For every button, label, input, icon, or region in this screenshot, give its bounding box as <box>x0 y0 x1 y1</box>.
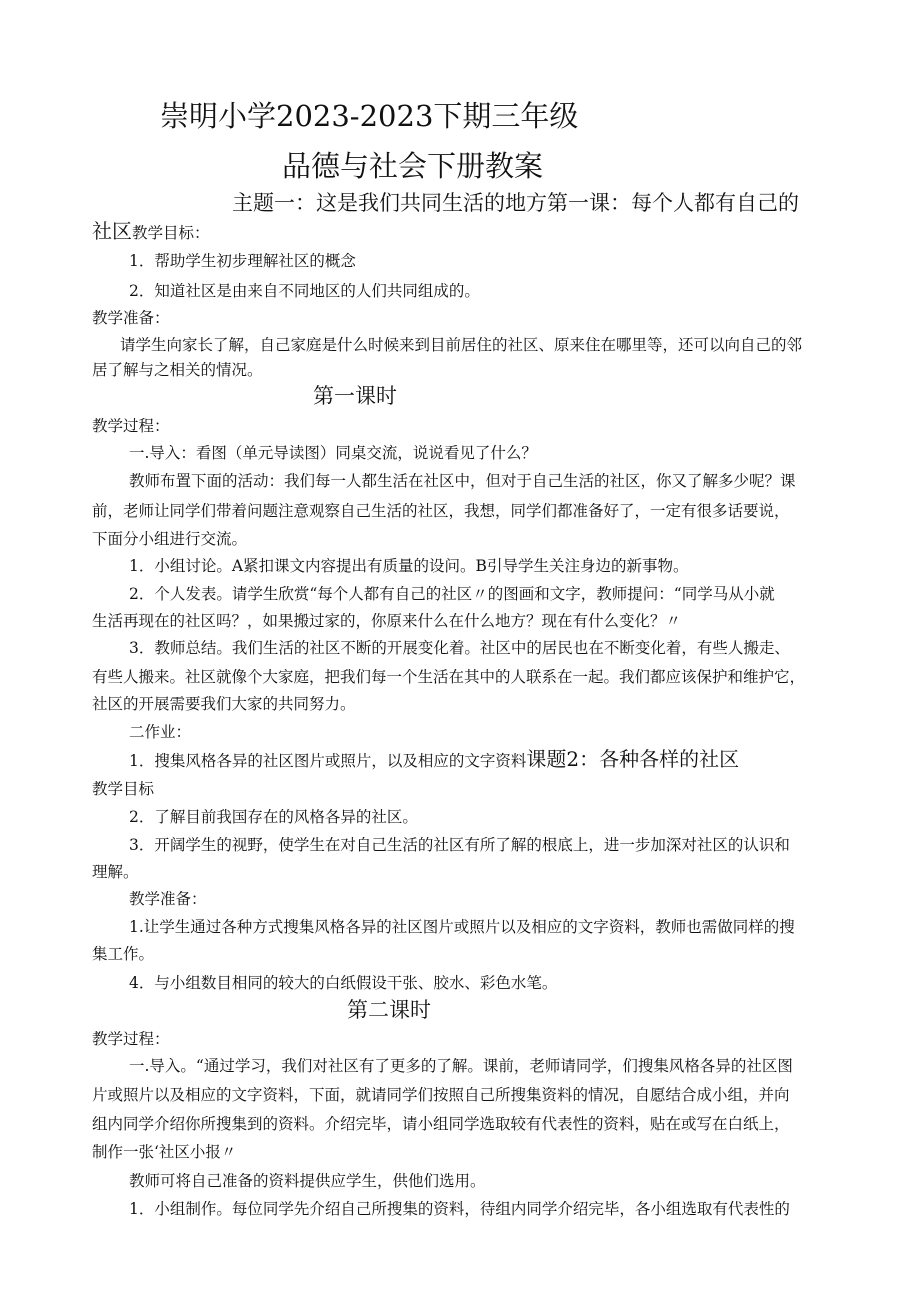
goal-1: 1．帮助学生初步理解社区的概念 <box>129 252 356 270</box>
section-1-item-3-line1: 3．教师总结。我们生活的社区不断的开展变化着。社区中的居民也在不断变化着，有些人搬走、 <box>129 639 790 657</box>
prep-2-item-2: 4．与小组数目相同的较大的白纸假设干张、胶水、彩色水笔。 <box>129 974 558 992</box>
section-1-item-3-line3: 社区的开展需要我们大家的共同努力。 <box>92 695 356 713</box>
lesson-2-para-line5: 教师可将自己准备的资料提供应学生，供他们选用。 <box>129 1172 486 1190</box>
section-1-item-2-line1: 2．个人发表。请学生欣赏“每个人都有自己的社区〃的图画和文字，教师提问：“同学马从小就 <box>129 585 775 603</box>
section-1-item-2-line2: 生活再现在的社区吗？，如果搬过家的，你原来什么在什么地方？现在有什么变化？〃 <box>92 612 682 630</box>
section-1-item-3-line2: 有些人搬来。社区就像个大家庭，把我们每一个生活在其中的人联系在一起。我们都应该保护和维护它， <box>92 668 806 686</box>
theme-heading-cont <box>92 219 210 245</box>
goals-label: 教学目标： <box>132 224 210 242</box>
goal-2: 2．知道社区是由来自不同地区的人们共同组成的。 <box>129 282 480 300</box>
prep-2-item-1-line2: 集工作。 <box>92 945 155 963</box>
homework-item-1-text: 1．搜集风格各异的社区图片或照片，以及相应的文字资料 <box>129 752 527 770</box>
section-1-para-line2: 前，老师让同学们带着问题注意观察自己生活的社区，我想，同学们都准备好了，一定有很多话要说， <box>92 502 790 520</box>
section-1-para-line1: 教师布置下面的活动：我们每一人都生活在社区中，但对于自己生活的社区，你又了解多少呢？课 <box>129 472 796 490</box>
prep-paragraph-line1: 请学生向家长了解，自己家庭是什么时候来到目前居住的社区、原来住在哪里等，还可以向自己的邻 <box>120 336 803 354</box>
theme-heading-cont-text: 社区 <box>92 219 132 243</box>
prep-2-item-1-line1: 1.让学生通过各种方式搜集风格各异的社区图片或照片以及相应的文字资料，教师也需做同样的搜 <box>129 918 795 936</box>
prep-label: 教学准备： <box>92 309 170 327</box>
goals-2-label: 教学目标 <box>92 780 155 798</box>
lesson-2-para-line3: 组内同学介绍你所搜集到的资料。介绍完毕，请小组同学选取较有代表性的资料，贴在或写在白纸上， <box>92 1115 790 1133</box>
homework-label: 二作业： <box>129 723 192 741</box>
homework-item-1 <box>129 747 739 773</box>
prep-paragraph-line2: 居了解与之相关的情况。 <box>92 361 263 379</box>
lesson-2-item-1: 1．小组制作。每位同学先介绍自己所搜集的资料，待组内同学介绍完毕，各小组选取有代表性的 <box>129 1200 790 1218</box>
goal-2-1: 2．了解目前我国存在的风格各异的社区。 <box>129 808 418 826</box>
lesson-1-heading: 第一课时 <box>313 384 397 408</box>
lesson-2-para-line1: 一.导入。“通过学习，我们对社区有了更多的了解。课前，老师请同学，们搜集风格各异的社区图 <box>129 1057 793 1075</box>
prep-2-label: 教学准备： <box>129 890 207 908</box>
lesson-2-para-line4: 制作一张‘社区小报〃 <box>92 1143 237 1161</box>
topic-2-heading: 课题2：各种各样的社区 <box>526 747 740 771</box>
section-1-para-line3: 下面分小组进行交流。 <box>92 530 248 548</box>
goal-2-2-line2: 理解。 <box>92 863 139 881</box>
process-label-1: 教学过程： <box>92 417 170 435</box>
section-1-intro: 一.导入：看图（单元导读图）同桌交流，说说看见了什么？ <box>129 444 537 462</box>
lesson-2-para-line2: 片或照片以及相应的文字资料，下面，就请同学们按照自己所搜集资料的情况，自愿结合成小组，并向 <box>92 1086 790 1104</box>
lesson-2-heading: 第二课时 <box>347 998 431 1022</box>
process-label-2: 教学过程： <box>92 1030 170 1048</box>
section-1-item-1: 1．小组讨论。A紧扣课文内容提出有质量的设问。B引导学生关注身边的新事物。 <box>129 557 689 575</box>
doc-title-line1: 崇明小学2023-2023下期三年级 <box>160 99 579 133</box>
goal-2-2-line1: 3．开阔学生的视野，使学生在对自己生活的社区有所了解的根底上，进一步加深对社区的认识和 <box>129 836 790 854</box>
theme-heading: 主题一：这是我们共同生活的地方第一课：每个人都有自己的 <box>232 191 799 215</box>
doc-title-line2: 品德与社会下册教案 <box>282 149 544 183</box>
